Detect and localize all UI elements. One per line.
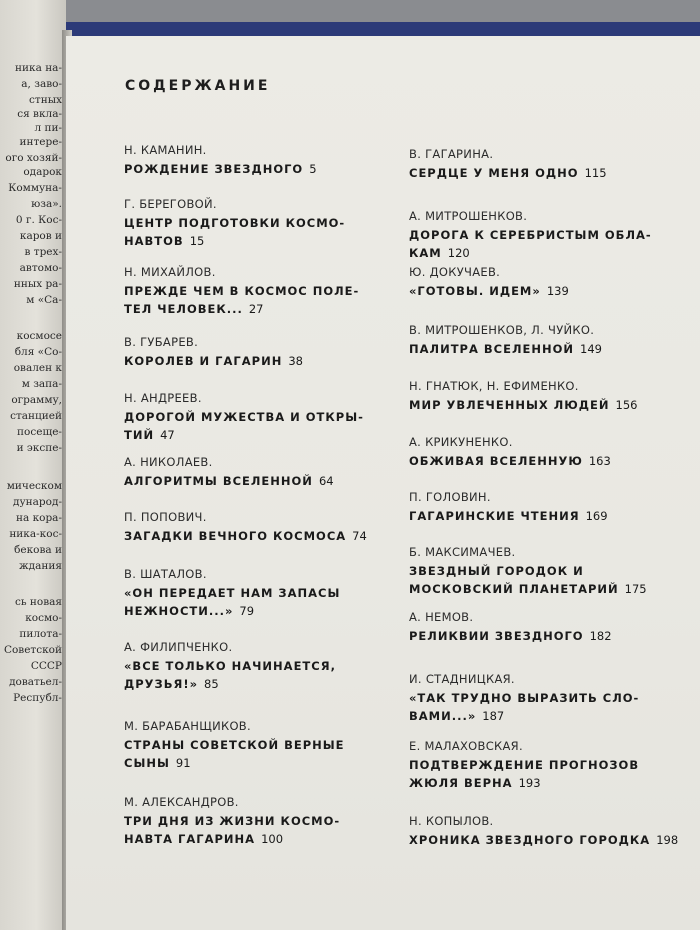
left-page-text-fragment: станцией xyxy=(10,410,62,422)
left-page-text-fragment: на кора- xyxy=(15,512,62,524)
toc-title-text: ТИЙ xyxy=(124,428,155,442)
toc-title-line xyxy=(124,584,414,602)
toc-title-text: «ВСЕ ТОЛЬКО НАЧИНАЕТСЯ, xyxy=(124,659,336,673)
toc-page-number: 27 xyxy=(248,302,264,316)
left-page-text-fragment: пилота- xyxy=(19,628,62,640)
toc-title-text: НАВТА ГАГАРИНА xyxy=(124,832,256,846)
toc-page-number: 47 xyxy=(160,428,175,442)
toc-title-line xyxy=(124,352,414,370)
toc-page-number: 139 xyxy=(546,284,569,298)
toc-title-text: ЗАГАДКИ ВЕЧНОГО КОСМОСА xyxy=(124,529,347,543)
left-page-text-fragment: ника-кос- xyxy=(9,528,62,540)
toc-entry xyxy=(124,566,414,620)
toc-entry xyxy=(409,434,694,470)
toc-title-line xyxy=(124,472,414,490)
toc-author: А. МИТРОШЕНКОВ. xyxy=(409,209,528,223)
left-page-text-fragment: одарок xyxy=(23,166,62,178)
left-page-text-fragment: сь новая xyxy=(14,596,62,608)
toc-entry xyxy=(124,639,414,693)
toc-entry xyxy=(124,390,414,444)
toc-title-text: СЕРДЦЕ У МЕНЯ ОДНО xyxy=(409,166,579,180)
left-page-text-fragment: автомо- xyxy=(19,262,62,274)
toc-entry xyxy=(409,322,694,358)
toc-title-line xyxy=(409,282,694,300)
toc-page-number: 85 xyxy=(204,677,219,691)
toc-entry xyxy=(124,718,414,772)
left-page-text-fragment: бекова и xyxy=(14,544,62,556)
left-page-text-fragment: космосе xyxy=(16,330,62,342)
toc-author: П. ПОПОВИЧ. xyxy=(124,510,207,524)
toc-author: В. ШАТАЛОВ. xyxy=(124,567,207,581)
toc-title-text: ОБЖИВАЯ ВСЕЛЕННУЮ xyxy=(409,454,583,468)
toc-author: М. АЛЕКСАНДРОВ. xyxy=(124,795,239,809)
toc-title-text: «ОН ПЕРЕДАЕТ НАМ ЗАПАСЫ xyxy=(124,586,341,600)
left-page-text-fragment: Республ- xyxy=(13,692,62,704)
toc-author: И. СТАДНИЦКАЯ. xyxy=(409,672,515,686)
toc-entry xyxy=(409,738,694,792)
toc-title-text: ХРОНИКА ЗВЕЗДНОГО ГОРОДКА xyxy=(409,833,651,847)
left-page-text-fragment: ника на- xyxy=(15,62,62,74)
left-page-text-fragment: ждания xyxy=(18,560,62,572)
left-page-text-fragment: 0 г. Кос- xyxy=(15,214,62,226)
toc-author: Б. МАКСИМАЧЕВ. xyxy=(409,545,516,559)
toc-page-number: 91 xyxy=(175,756,191,770)
toc-author: Г. БЕРЕГОВОЙ. xyxy=(124,197,217,211)
toc-title-line xyxy=(124,300,414,318)
toc-title-line xyxy=(124,426,414,444)
toc-title-text: ГАГАРИНСКИЕ ЧТЕНИЯ xyxy=(409,509,580,523)
toc-title-line xyxy=(124,675,414,693)
toc-entry xyxy=(124,454,414,490)
contents-page xyxy=(66,36,700,930)
toc-entry xyxy=(409,813,694,849)
toc-title-text: РЕЛИКВИИ ЗВЕЗДНОГО xyxy=(409,629,584,643)
toc-title-line xyxy=(409,627,694,645)
toc-entry xyxy=(409,544,694,598)
toc-title-text: МИР УВЛЕЧЕННЫХ ЛЮДЕЙ xyxy=(409,398,610,412)
toc-title-line xyxy=(124,754,414,772)
toc-title-text: ДРУЗЬЯ!» xyxy=(124,677,199,691)
toc-title-line xyxy=(124,602,414,620)
left-page-text-fragment: каров и xyxy=(19,230,62,242)
toc-title-text: ПОДТВЕРЖДЕНИЕ ПРОГНОЗОВ xyxy=(409,758,640,772)
toc-title-text: ЗВЕЗДНЫЙ ГОРОДОК И xyxy=(409,564,584,578)
toc-entry xyxy=(124,509,414,545)
left-page-text-fragment: бля «Со- xyxy=(14,346,62,358)
toc-author: Н. КОПЫЛОВ. xyxy=(409,814,494,828)
left-page-text-fragment: л пи- xyxy=(34,122,62,134)
toc-title-line xyxy=(409,689,694,707)
toc-title-text: ДОРОГА К СЕРЕБРИСТЫМ ОБЛА- xyxy=(409,228,652,242)
left-page-text-fragment: стных xyxy=(29,94,62,106)
toc-page-number: 15 xyxy=(189,234,205,248)
toc-entry xyxy=(409,378,694,414)
toc-title-text: ДОРОГОЙ МУЖЕСТВА И ОТКРЫ- xyxy=(124,410,364,424)
toc-page-number: 79 xyxy=(239,604,255,618)
page-title: СОДЕРЖАНИЕ xyxy=(125,78,271,94)
toc-author: Н. АНДРЕЕВ. xyxy=(124,391,202,405)
left-page-text-fragment: в трех- xyxy=(24,246,62,258)
toc-page-number: 120 xyxy=(447,246,470,260)
toc-title-line xyxy=(124,282,414,300)
toc-page-number: 100 xyxy=(261,832,284,846)
left-page-text-fragment: космо- xyxy=(25,612,62,624)
toc-entry xyxy=(409,208,694,262)
left-page xyxy=(0,0,66,930)
toc-page-number: 74 xyxy=(352,529,367,543)
toc-title-line xyxy=(124,736,414,754)
left-page-text-fragment: а, заво- xyxy=(21,78,62,90)
toc-title-text: «ГОТОВЫ. ИДЕМ» xyxy=(409,284,541,298)
toc-title-line xyxy=(124,232,414,250)
toc-title-text: ПАЛИТРА ВСЕЛЕННОЙ xyxy=(409,342,574,356)
toc-title-text: РОЖДЕНИЕ ЗВЕЗДНОГО xyxy=(124,162,304,176)
toc-title-line xyxy=(409,831,694,849)
toc-page-number: 149 xyxy=(580,342,602,356)
left-page-text-fragment: СССР xyxy=(30,660,62,672)
toc-entry xyxy=(409,264,694,300)
toc-title-text: «ТАК ТРУДНО ВЫРАЗИТЬ СЛО- xyxy=(409,691,640,705)
toc-title-line xyxy=(124,812,414,830)
book-cover-edge xyxy=(0,0,700,22)
toc-page-number: 187 xyxy=(482,709,505,723)
toc-page-number: 193 xyxy=(518,776,541,790)
toc-title-text: СТРАНЫ СОВЕТСКОЙ ВЕРНЫЕ xyxy=(124,738,345,752)
toc-title-line xyxy=(409,707,694,725)
toc-title-text: ПРЕЖДЕ ЧЕМ В КОСМОС ПОЛЕ- xyxy=(124,284,360,298)
toc-page-number: 175 xyxy=(624,582,647,596)
toc-title-text: АЛГОРИТМЫ ВСЕЛЕННОЙ xyxy=(124,474,313,488)
toc-page-number: 5 xyxy=(309,162,317,176)
left-page-text-fragment: ого хозяй- xyxy=(5,152,62,164)
toc-title-text: СЫНЫ xyxy=(124,756,170,770)
toc-title-text: КАМ xyxy=(409,246,442,260)
toc-title-line xyxy=(124,160,414,178)
left-page-text-fragment: Коммуна- xyxy=(8,182,62,194)
toc-author: А. ФИЛИПЧЕНКО. xyxy=(124,640,233,654)
toc-title-line xyxy=(409,244,694,262)
left-page-text-fragment: посеще- xyxy=(17,426,62,438)
toc-title-text: ЦЕНТР ПОДГОТОВКИ КОСМО- xyxy=(124,216,346,230)
left-page-text-fragment: м «Са- xyxy=(26,294,62,306)
toc-author: П. ГОЛОВИН. xyxy=(409,490,491,504)
toc-author: А. НИКОЛАЕВ. xyxy=(124,455,213,469)
toc-page-number: 163 xyxy=(588,454,611,468)
toc-title-line xyxy=(409,164,694,182)
toc-author: А. КРИКУНЕНКО. xyxy=(409,435,513,449)
toc-title-text: ЖЮЛЯ ВЕРНА xyxy=(409,776,513,790)
toc-title-line xyxy=(409,340,694,358)
toc-author: Н. МИХАЙЛОВ. xyxy=(124,265,216,279)
toc-author: В. МИТРОШЕНКОВ, Л. ЧУЙКО. xyxy=(409,323,595,337)
toc-author: М. БАРАБАНЩИКОВ. xyxy=(124,719,251,733)
toc-title-text: КОРОЛЕВ И ГАГАРИН xyxy=(124,354,283,368)
left-page-text-fragment: Советской xyxy=(3,644,62,656)
toc-title-line xyxy=(409,562,694,580)
toc-title-text: ТРИ ДНЯ ИЗ ЖИЗНИ КОСМО- xyxy=(124,814,341,828)
toc-title-line xyxy=(124,408,414,426)
toc-author: Е. МАЛАХОВСКАЯ. xyxy=(409,739,523,753)
toc-title-text: ТЕЛ ЧЕЛОВЕК... xyxy=(124,302,243,316)
toc-entry xyxy=(409,146,694,182)
toc-entry xyxy=(409,489,694,525)
toc-page-number: 169 xyxy=(585,509,608,523)
toc-entry xyxy=(124,196,414,250)
toc-entry xyxy=(124,794,414,848)
toc-title-text: МОСКОВСКИЙ ПЛАНЕТАРИЙ xyxy=(409,582,619,596)
toc-page-number: 115 xyxy=(584,166,607,180)
toc-title-line xyxy=(124,657,414,675)
toc-title-line xyxy=(124,830,414,848)
toc-title-text: НАВТОВ xyxy=(124,234,184,248)
toc-title-line xyxy=(409,507,694,525)
toc-title-line xyxy=(409,580,694,598)
toc-page-number: 198 xyxy=(656,833,679,847)
toc-entry xyxy=(409,609,694,645)
toc-title-line xyxy=(409,226,694,244)
toc-page-number: 182 xyxy=(589,629,612,643)
toc-author: В. ГУБАРЕВ. xyxy=(124,335,199,349)
toc-author: А. НЕМОВ. xyxy=(409,610,474,624)
toc-page-number: 64 xyxy=(318,474,334,488)
toc-title-text: НЕЖНОСТИ...» xyxy=(124,604,234,618)
left-page-text-fragment: интере- xyxy=(19,136,62,148)
left-page-text-fragment: овален к xyxy=(13,362,62,374)
left-page-text-fragment: и экспе- xyxy=(16,442,62,454)
left-page-text-fragment: юза». xyxy=(31,198,62,210)
toc-page-number: 156 xyxy=(615,398,638,412)
toc-author: В. ГАГАРИНА. xyxy=(409,147,494,161)
toc-title-line xyxy=(409,396,694,414)
toc-entry xyxy=(409,671,694,725)
toc-author: Н. КАМАНИН. xyxy=(124,143,207,157)
left-page-text-fragment: доватьел- xyxy=(9,676,62,688)
toc-page-number: 38 xyxy=(288,354,303,368)
toc-entry xyxy=(124,264,414,318)
toc-entry xyxy=(124,334,414,370)
left-page-text-fragment: нных ра- xyxy=(13,278,62,290)
toc-author: Ю. ДОКУЧАЕВ. xyxy=(409,265,501,279)
left-page-text-fragment: ся вкла- xyxy=(17,108,62,120)
toc-title-line xyxy=(409,774,694,792)
toc-author: Н. ГНАТЮК, Н. ЕФИМЕНКО. xyxy=(409,379,579,393)
toc-title-line xyxy=(409,756,694,774)
toc-title-line xyxy=(124,527,414,545)
left-page-text-fragment: ограмму, xyxy=(11,394,62,406)
toc-title-line xyxy=(124,214,414,232)
toc-title-text: ВАМИ...» xyxy=(409,709,477,723)
toc-title-line xyxy=(409,452,694,470)
left-page-text-fragment: м запа- xyxy=(21,378,62,390)
left-page-text-fragment: мическом xyxy=(6,480,62,492)
toc-entry xyxy=(124,142,414,178)
left-page-text-fragment: дународ- xyxy=(13,496,62,508)
